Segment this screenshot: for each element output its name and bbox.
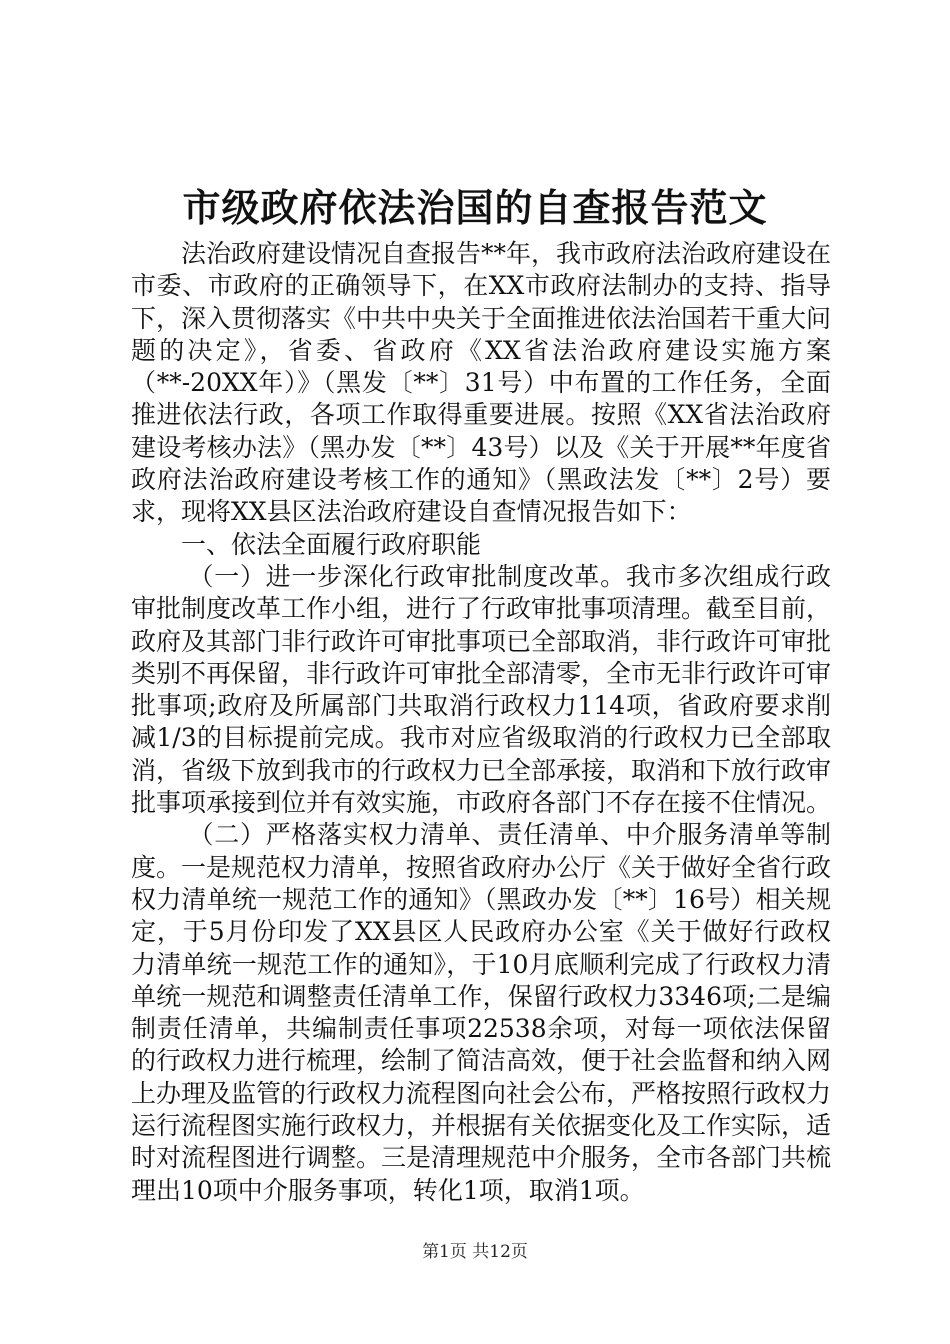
- document-body: [131, 238, 831, 1207]
- document-title: 市级政府依法治国的自查报告范文: [182, 185, 768, 230]
- subsection-paragraph-2: （二）严格落实权力清单、责任清单、中介服务清单等制度。一是规范权力清单，按照省政府办公厅《关于做好全省行政权力清单统一规范工作的通知》（黑政办发〔**〕16号）相关规定，于5月份印发了XX县区人民政府办公室《关于做好行政权力清单统一规范工作的通知》，于10月底顺利完成了行政权力清单统一规范和调整责任清单工作，保留行政权力3346项;二是编制责任清单，共编制责任事项22538余项，对每一项依法保留的行政权力进行梳理，绘制了简洁高效，便于社会监督和纳入网上办理及监管的行政权力流程图向社会公布，严格按照行政权力运行流程图实施行政权力，并根据有关依据变化及工作实际，适时对流程图进行调整。三是清理规范中介服务，全市各部门共梳理出10项中介服务事项，转化1项，取消1项。: [131, 820, 832, 1205]
- page-number-footer: 第1页 共12页: [422, 1242, 528, 1262]
- intro-paragraph: 法治政府建设情况自查报告**年，我市政府法治政府建设在市委、市政府的正确领导下，在XX市政府法制办的支持、指导下，深入贯彻落实《中共中央关于全面推进依法治国若干重大问题的决定》，省委、省政府《XX省法治政府建设实施方案（**-20XX年）》（黑发〔**〕31号）中布置的工作任务，全面推进依法行政，各项工作取得重要进展。按照《XX省法治政府建设考核办法》（黑办发〔**〕43号）以及《关于开展**年度省政府法治政府建设考核工作的通知》（黑政法发〔**〕2号）要求，现将XX县区法治政府建设自查情况报告如下：: [131, 239, 832, 527]
- subsection-paragraph-1: （一）进一步深化行政审批制度改革。我市多次组成行政审批制度改革工作小组，进行了行政审批事项清理。截至目前，政府及其部门非行政许可审批事项已全部取消，非行政许可审批类别不再保留，非行政许可审批全部清零，全市无非行政许可审批事项;政府及所属部门共取消行政权力114项，省政府要求削减1/3的目标提前完成。我市对应省级取消的行政权力已全部取消，省级下放到我市的行政权力已全部承接，取消和下放行政审批事项承接到位并有效实施，市政府各部门不存在接不住情况。: [131, 561, 832, 818]
- section-heading: 一、依法全面履行政府职能: [181, 529, 482, 559]
